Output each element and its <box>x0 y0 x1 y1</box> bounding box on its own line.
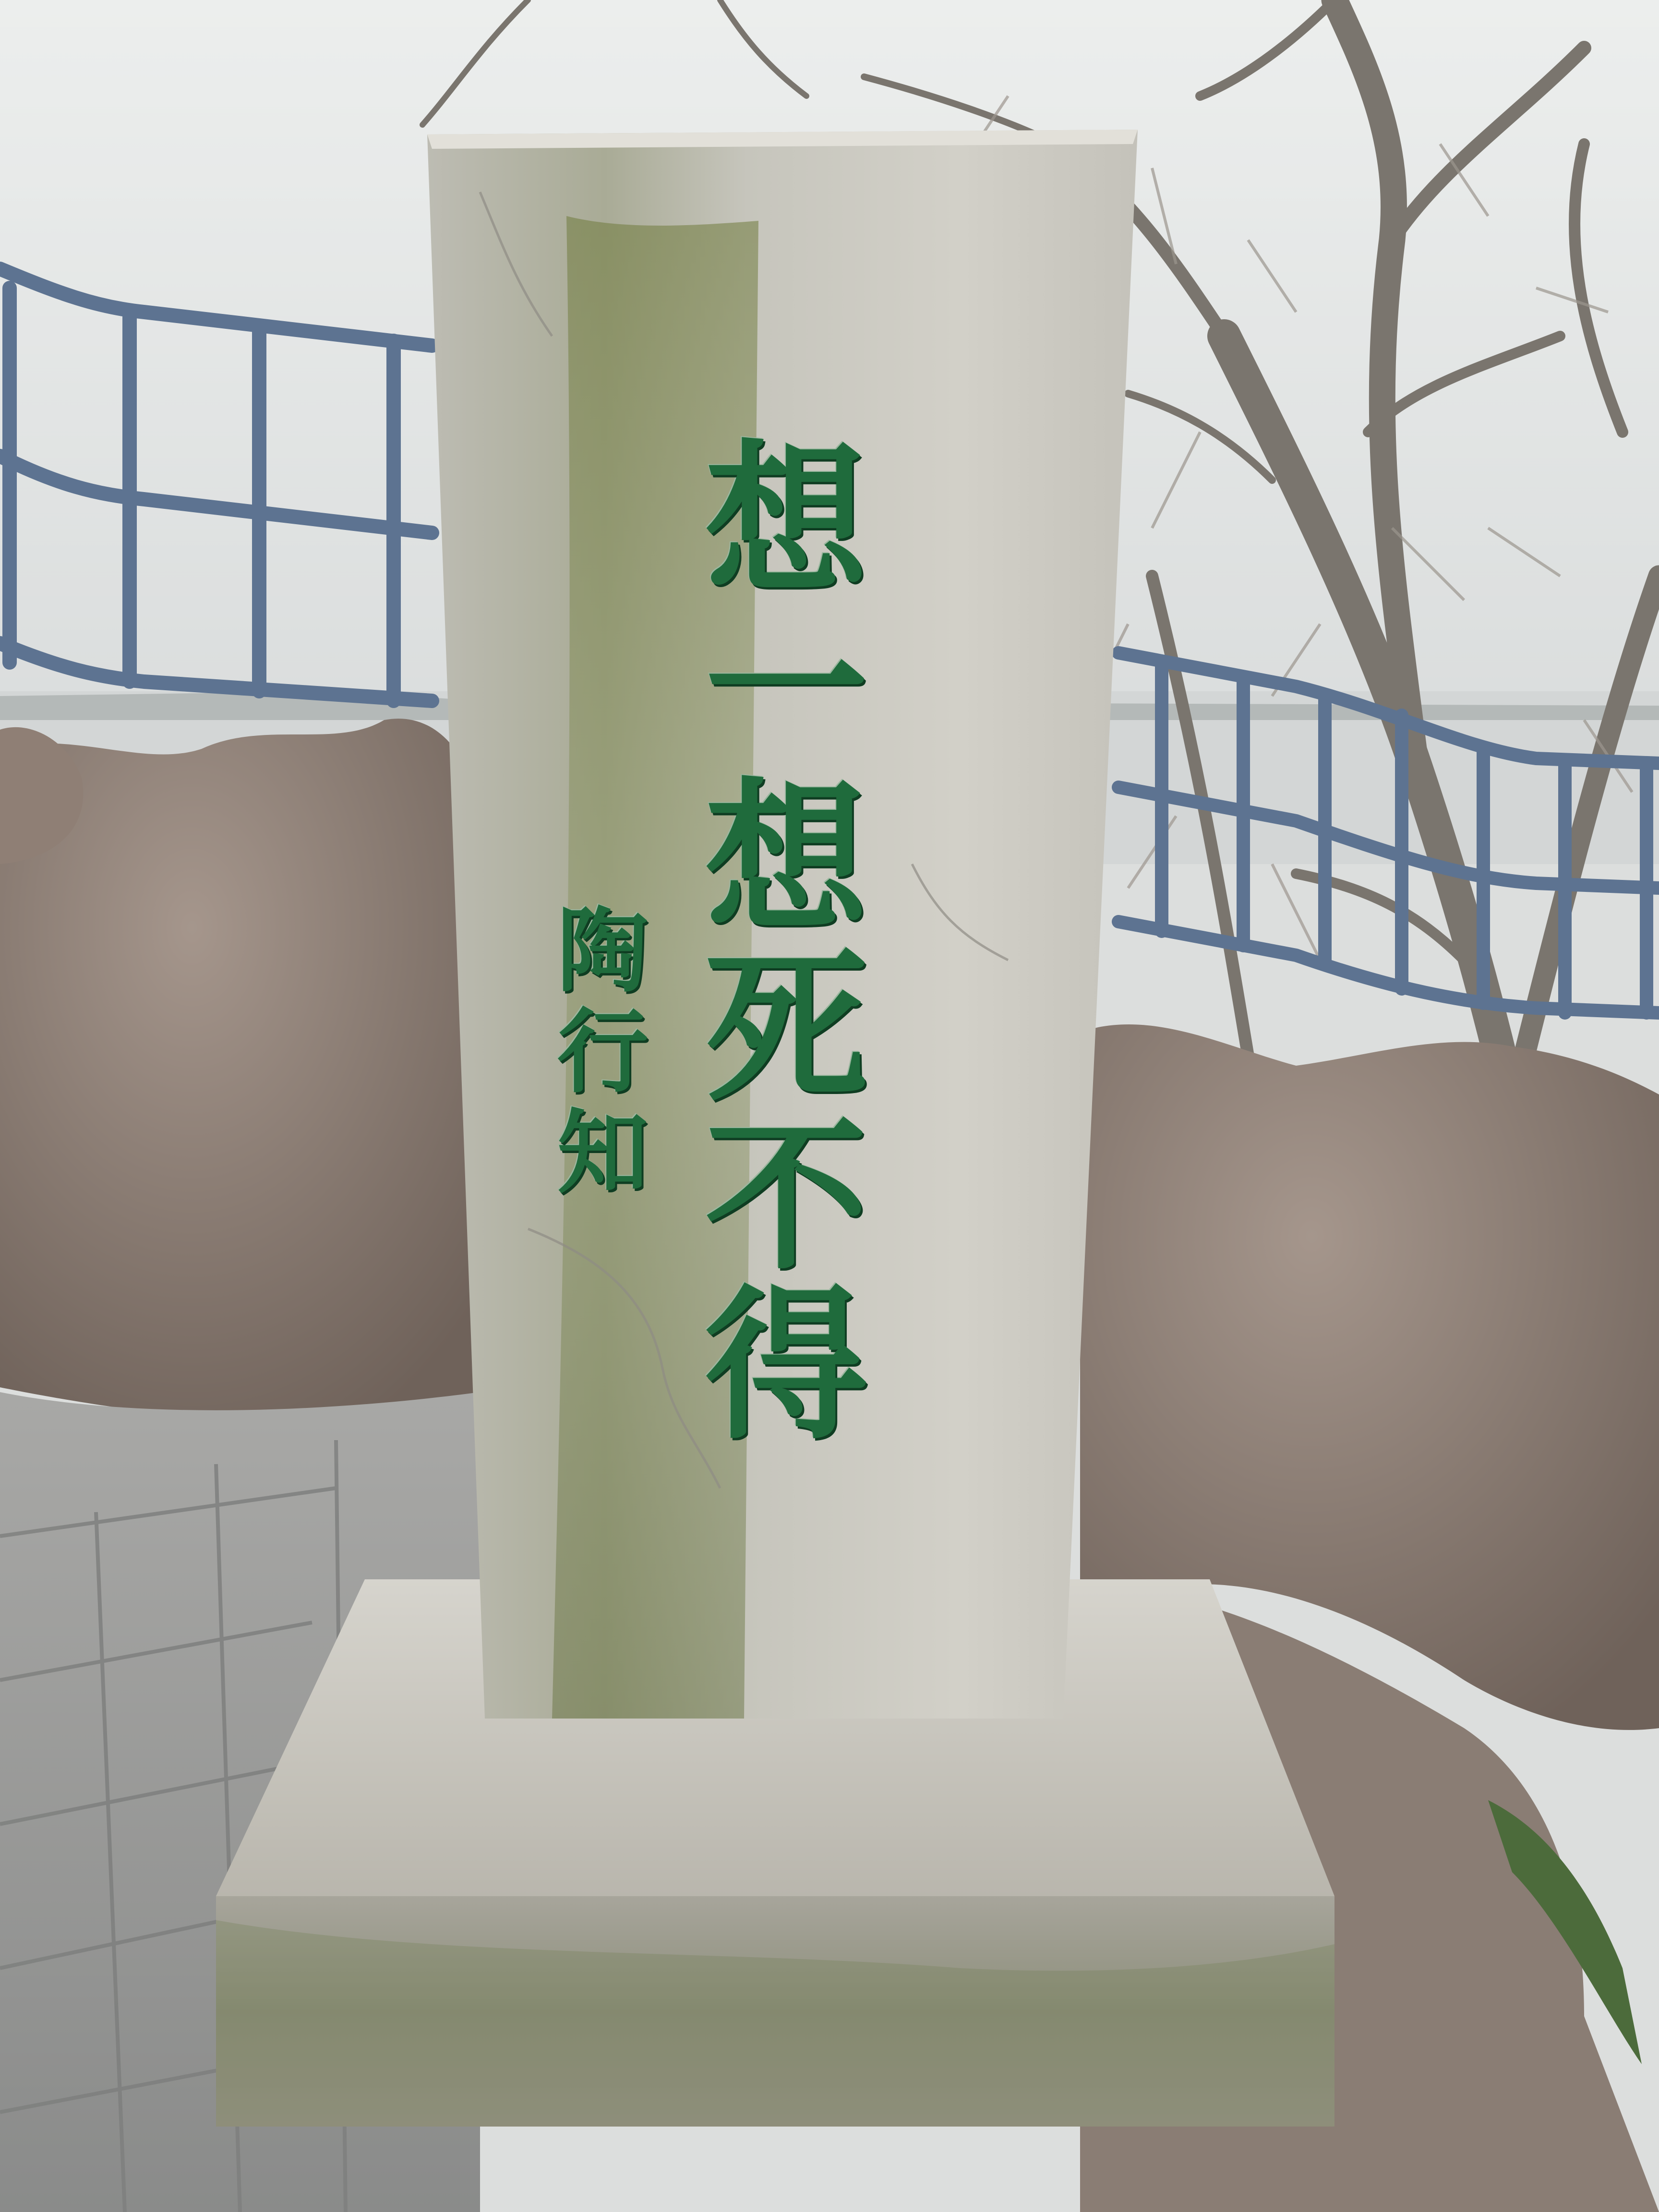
stele-inscription-main: 想一想死不得 <box>677 434 869 1448</box>
stele-signature: 陶行知 <box>542 902 649 1205</box>
